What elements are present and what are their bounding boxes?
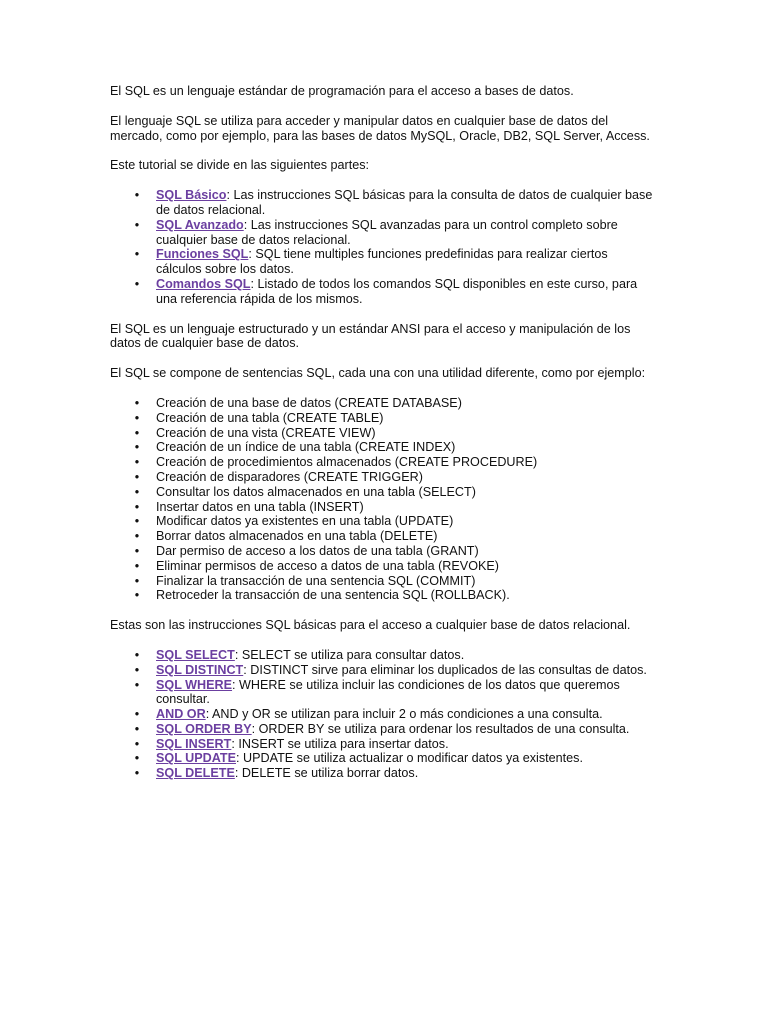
sentences-list — [110, 396, 655, 603]
list-item-text: : Listado de todos los comandos SQL disponibles en este curso, para una referencia rápida de los mismos. — [156, 276, 638, 306]
bullet-icon: • — [134, 484, 140, 499]
bullet-icon: • — [134, 529, 140, 544]
sql-update-link[interactable]: SQL UPDATE — [156, 751, 237, 766]
list-item-text: : DISTINCT sirve para eliminar los duplicados de las consultas de datos. — [243, 662, 647, 677]
bullet-icon: • — [134, 499, 140, 514]
list-item-text: Creación de una tabla (CREATE TABLE) — [156, 410, 384, 425]
list-item — [110, 766, 655, 781]
bullet-icon: • — [134, 543, 140, 558]
list-item — [110, 411, 655, 426]
list-item-text: Retroceder la transacción de una sentencia SQL (ROLLBACK). — [156, 588, 510, 603]
list-item — [110, 737, 655, 752]
list-item-text: : Las instrucciones SQL avanzadas para un control completo sobre cualquier base de datos relacional. — [156, 217, 618, 247]
bullet-icon: • — [134, 662, 140, 677]
list-item-text: Creación de un índice de una tabla (CREATE INDEX) — [156, 440, 456, 455]
basic-intro-paragraph: Estas son las instrucciones SQL básicas para el acceso a cualquier base de datos relacional. — [110, 618, 631, 633]
list-item — [110, 648, 655, 663]
bullet-icon: • — [134, 677, 140, 692]
list-item-text: Creación de una vista (CREATE VIEW) — [156, 425, 376, 440]
bullet-icon: • — [134, 247, 140, 262]
bullet-icon: • — [134, 455, 140, 470]
bullet-icon: • — [134, 588, 140, 603]
list-item — [110, 426, 655, 441]
bullet-icon: • — [134, 217, 140, 232]
list-item — [110, 218, 655, 248]
list-item — [110, 751, 655, 766]
bullet-icon: • — [134, 395, 140, 410]
list-item — [110, 722, 655, 737]
list-item — [110, 500, 655, 515]
sql-basico-link[interactable]: SQL Básico — [156, 188, 227, 203]
list-item — [110, 514, 655, 529]
sql-insert-link[interactable]: SQL INSERT — [156, 736, 232, 751]
bullet-icon: • — [134, 707, 140, 722]
bullet-icon: • — [134, 647, 140, 662]
list-item-text: Modificar datos ya existentes en una tabla (UPDATE) — [156, 514, 454, 529]
list-item-text: Creación de disparadores (CREATE TRIGGER) — [156, 469, 423, 484]
bullet-icon: • — [134, 766, 140, 781]
sql-avanzado-link[interactable]: SQL Avanzado — [156, 217, 244, 232]
comandos-sql-link[interactable]: Comandos SQL — [156, 276, 251, 291]
usage-paragraph: El lenguaje SQL se utiliza para acceder y manipular datos en cualquier base de datos del mercado, como por ejemplo, para las bases de datos MySQL, Oracle, DB2, SQL Server, Access. — [110, 113, 650, 143]
bullet-icon: • — [134, 410, 140, 425]
list-item-text: Creación de procedimientos almacenados (CREATE PROCEDURE) — [156, 455, 538, 470]
sql-select-link[interactable]: SQL SELECT — [156, 647, 235, 662]
list-item — [110, 440, 655, 455]
list-item-text: : AND y OR se utilizan para incluir 2 o más condiciones a una consulta. — [205, 707, 603, 722]
list-item-text: : DELETE se utiliza borrar datos. — [234, 766, 419, 781]
bullet-icon: • — [134, 558, 140, 573]
list-item-text: Insertar datos en una tabla (INSERT) — [156, 499, 364, 514]
funciones-sql-link[interactable]: Funciones SQL — [156, 247, 249, 262]
sql-delete-link[interactable]: SQL DELETE — [156, 766, 235, 781]
list-item-text: Dar permiso de acceso a los datos de una tabla (GRANT) — [156, 543, 479, 558]
document-page — [110, 84, 655, 796]
list-item — [110, 678, 655, 708]
bullet-icon: • — [134, 425, 140, 440]
list-item — [110, 663, 655, 678]
sql-order-by-link[interactable]: SQL ORDER BY — [156, 721, 252, 736]
sql-distinct-link[interactable]: SQL DISTINCT — [156, 662, 244, 677]
list-item-text: : SQL tiene multiples funciones predefinidas para realizar ciertos cálculos sobre los datos. — [156, 247, 608, 277]
bullet-icon: • — [134, 573, 140, 588]
list-item — [110, 529, 655, 544]
ansi-paragraph: El SQL es un lenguaje estructurado y un estándar ANSI para el acceso y manipulación de los datos de cualquier base de datos. — [110, 321, 631, 351]
list-item-text: : UPDATE se utiliza actualizar o modificar datos ya existentes. — [236, 751, 583, 766]
composition-intro-paragraph: El SQL se compone de sentencias SQL, cada una con una utilidad diferente, como por ejemplo: — [110, 366, 646, 381]
list-item-text: : ORDER BY se utiliza para ordenar los resultados de una consulta. — [251, 721, 630, 736]
list-item-text: Borrar datos almacenados en una tabla (DELETE) — [156, 529, 438, 544]
list-item-text: Consultar los datos almacenados en una tabla (SELECT) — [156, 484, 476, 499]
bullet-icon: • — [134, 276, 140, 291]
list-item-text: Finalizar la transacción de una sentencia SQL (COMMIT) — [156, 573, 476, 588]
list-item — [110, 588, 655, 603]
list-item — [110, 544, 655, 559]
bullet-icon: • — [134, 751, 140, 766]
list-item-text: Creación de una base de datos (CREATE DATABASE) — [156, 395, 462, 410]
tutorial-parts-list — [110, 188, 655, 306]
tutorial-intro-paragraph: Este tutorial se divide en las siguientes partes: — [110, 158, 370, 173]
list-item — [110, 455, 655, 470]
list-item-text: Eliminar permisos de acceso a datos de una tabla (REVOKE) — [156, 558, 499, 573]
list-item-text: : Las instrucciones SQL básicas para la consulta de datos de cualquier base de datos relacional. — [156, 188, 653, 217]
bullet-icon: • — [134, 469, 140, 484]
basic-instructions-list — [110, 648, 655, 781]
list-item — [110, 277, 655, 307]
intro-paragraph: El SQL es un lenguaje estándar de programación para el acceso a bases de datos. — [110, 84, 574, 98]
bullet-icon: • — [134, 188, 140, 203]
list-item — [110, 559, 655, 574]
list-item-text: : SELECT se utiliza para consultar datos. — [234, 647, 465, 662]
list-item — [110, 188, 655, 218]
list-item-text: : WHERE se utiliza incluir las condiciones de los datos que queremos consultar. — [156, 677, 620, 707]
bullet-icon: • — [134, 721, 140, 736]
and-or-link[interactable]: AND OR — [156, 707, 206, 722]
list-item-text: : INSERT se utiliza para insertar datos. — [231, 736, 449, 751]
sql-where-link[interactable]: SQL WHERE — [156, 677, 233, 692]
list-item — [110, 485, 655, 500]
list-item — [110, 470, 655, 485]
list-item — [110, 247, 655, 277]
bullet-icon: • — [134, 736, 140, 751]
bullet-icon: • — [134, 514, 140, 529]
bullet-icon: • — [134, 440, 140, 455]
list-item — [110, 707, 655, 722]
list-item — [110, 396, 655, 411]
list-item — [110, 574, 655, 589]
